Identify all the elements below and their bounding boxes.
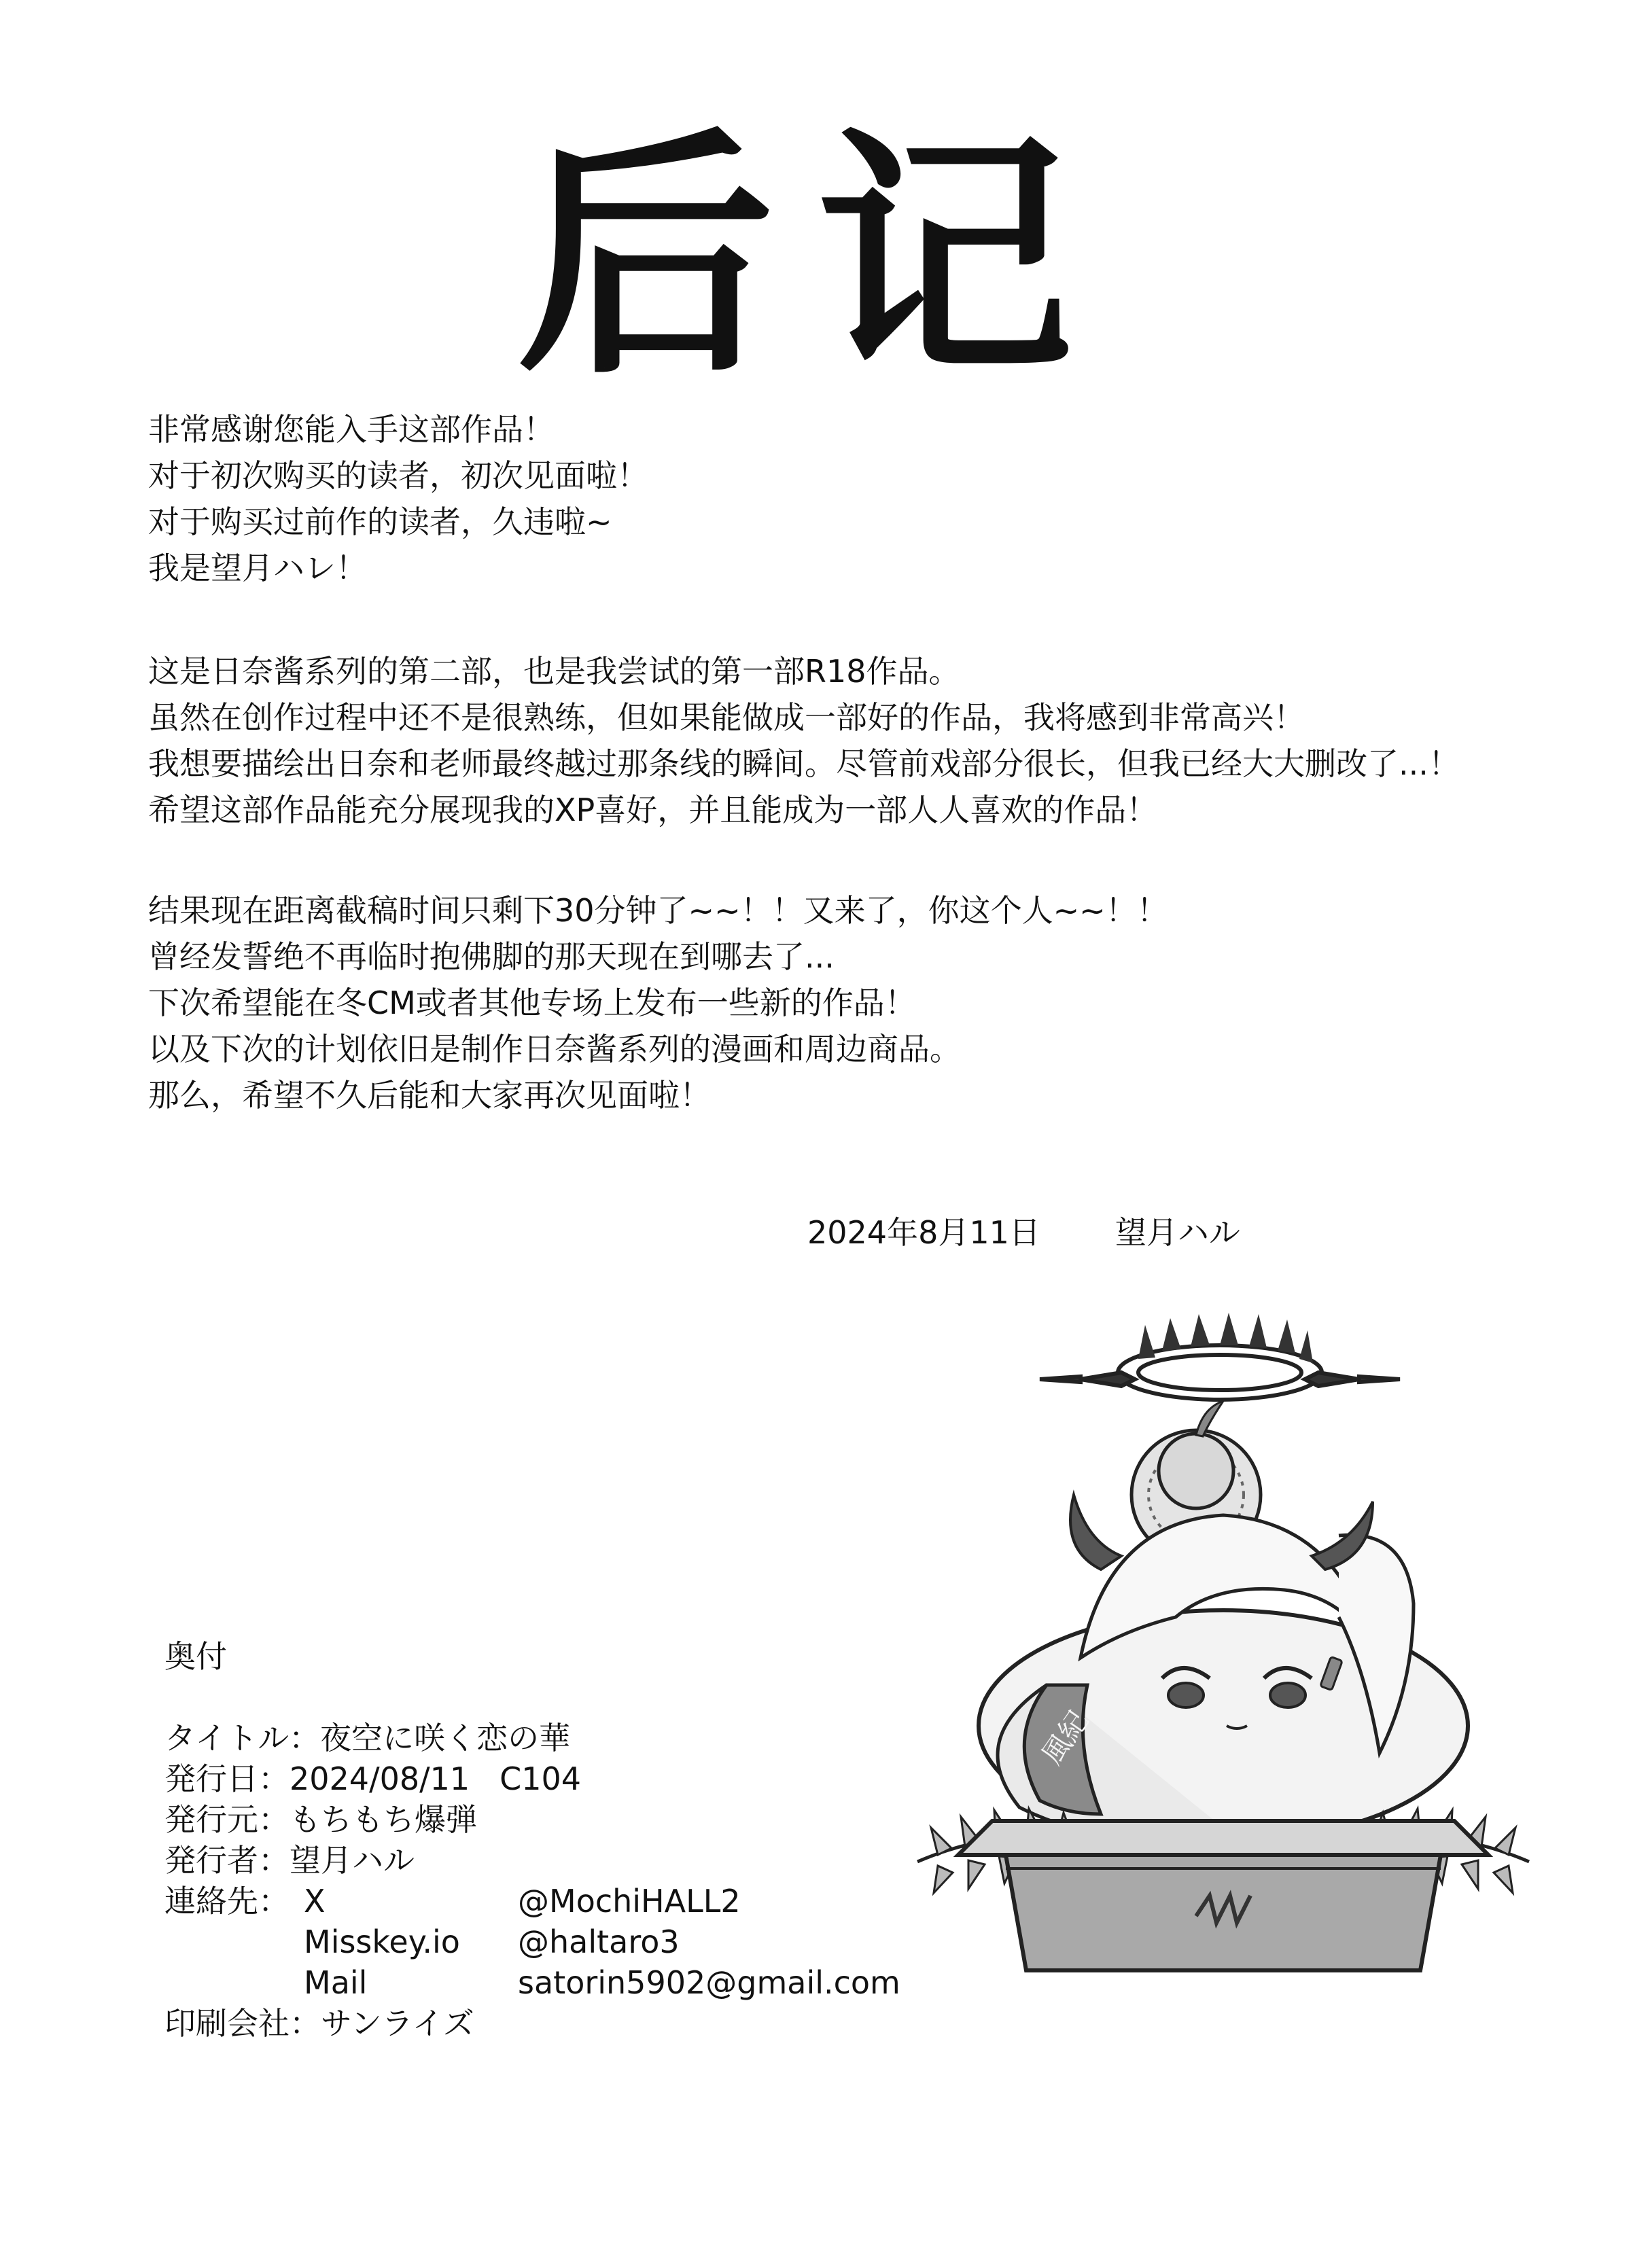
colophon: [164, 1636, 900, 2044]
text-line: 那么，希望不久后能和大家再次见面啦！: [148, 1077, 711, 1114]
colophon-publisher-row: [164, 1799, 581, 1840]
mandarin-icon: [1159, 1434, 1233, 1508]
contact-service: Mail: [304, 1964, 368, 2001]
afterword-paragraph-2: [148, 648, 1507, 833]
printer-name: サンライズ: [321, 2005, 474, 2042]
colophon-printer-row: [164, 2003, 581, 2044]
contact-handle[interactable]: @MochiHALL2: [518, 1883, 741, 1919]
text-line: 这是日奈酱系列的第二部，也是我尝试的第一部R18作品。: [148, 653, 960, 690]
text-line: 我是望月ハレ！: [148, 550, 367, 586]
text-line: 结果现在距离截稿时间只剩下30分钟了~~！！又来了，你这个人~~！！: [148, 892, 1168, 929]
colophon-contact-row: [164, 1881, 741, 1921]
signature-author: 望月ハル: [1115, 1214, 1240, 1251]
colophon-label: 発行者：: [164, 1842, 290, 1879]
horn-icon: [1070, 1495, 1121, 1570]
chibi-character-illustration: [877, 1277, 1563, 1984]
colophon-heading: 奥付: [164, 1638, 227, 1675]
text-line: 虽然在创作过程中还不是很熟练，但如果能做成一部好的作品，我将感到非常高兴！: [148, 699, 1305, 736]
colophon-contact-row: [164, 1921, 680, 1962]
signature-date: 2024年8月11日: [807, 1214, 1040, 1251]
colophon-label: 発行元：: [164, 1801, 290, 1838]
colophon-title-row: [164, 1718, 581, 1758]
colophon-contact-row: [164, 1962, 900, 2003]
text-line: 希望这部作品能充分展现我的XP喜好，并且能成为一部人人喜欢的作品！: [148, 792, 1158, 828]
page-title: 后记: [516, 107, 1115, 408]
text-line: 对于初次购买的读者，初次见面啦！: [148, 457, 648, 494]
colophon-date-row: [164, 1758, 581, 1799]
text-line: 对于购买过前作的读者，久违啦~: [148, 503, 612, 540]
mochi-character: [979, 1495, 1468, 1841]
contact-service: X: [304, 1883, 326, 1919]
armband-text: 風紀: [1035, 1704, 1095, 1771]
publisher-name: もちもち爆弾: [290, 1801, 477, 1838]
contact-service: Misskey.io: [304, 1924, 460, 1960]
contact-email[interactable]: satorin5902@gmail.com: [518, 1964, 900, 2001]
text-line: 下次希望能在冬CM或者其他专场上发布一些新的作品！: [148, 985, 916, 1021]
text-line: 曾经发誓绝不再临时抱佛脚的那天现在到哪去了...: [148, 938, 835, 975]
halo-icon: [1040, 1313, 1400, 1400]
colophon-label: 印刷会社：: [164, 2005, 321, 2042]
text-line: 非常感谢您能入手这部作品！: [148, 411, 555, 448]
signature: [807, 1209, 1240, 1256]
colophon-label: 発行日：: [164, 1760, 290, 1797]
contact-handle[interactable]: @haltaro3: [518, 1924, 680, 1960]
sanbo-stand: [958, 1821, 1488, 1970]
issuer-name: 望月ハル: [290, 1842, 415, 1879]
colophon-issuer-row: [164, 1840, 581, 1881]
text-line: 我想要描绘出日奈和老师最终越过那条线的瞬间。尽管前戏部分很长，但我已经大大删改了...！: [148, 745, 1460, 782]
afterword-paragraph-3: [148, 887, 1507, 1118]
colophon-label: タイトル：: [164, 1720, 321, 1756]
text-line: 以及下次的计划依旧是制作日奈酱系列的漫画和周边商品。: [148, 1031, 961, 1067]
colophon-label: 連絡先：: [164, 1883, 290, 1919]
publish-date: 2024/08/11: [290, 1760, 470, 1797]
book-title: 夜空に咲く恋の華: [320, 1720, 571, 1756]
event-name: C104: [499, 1760, 582, 1797]
afterword-paragraph-1: [148, 406, 1507, 591]
